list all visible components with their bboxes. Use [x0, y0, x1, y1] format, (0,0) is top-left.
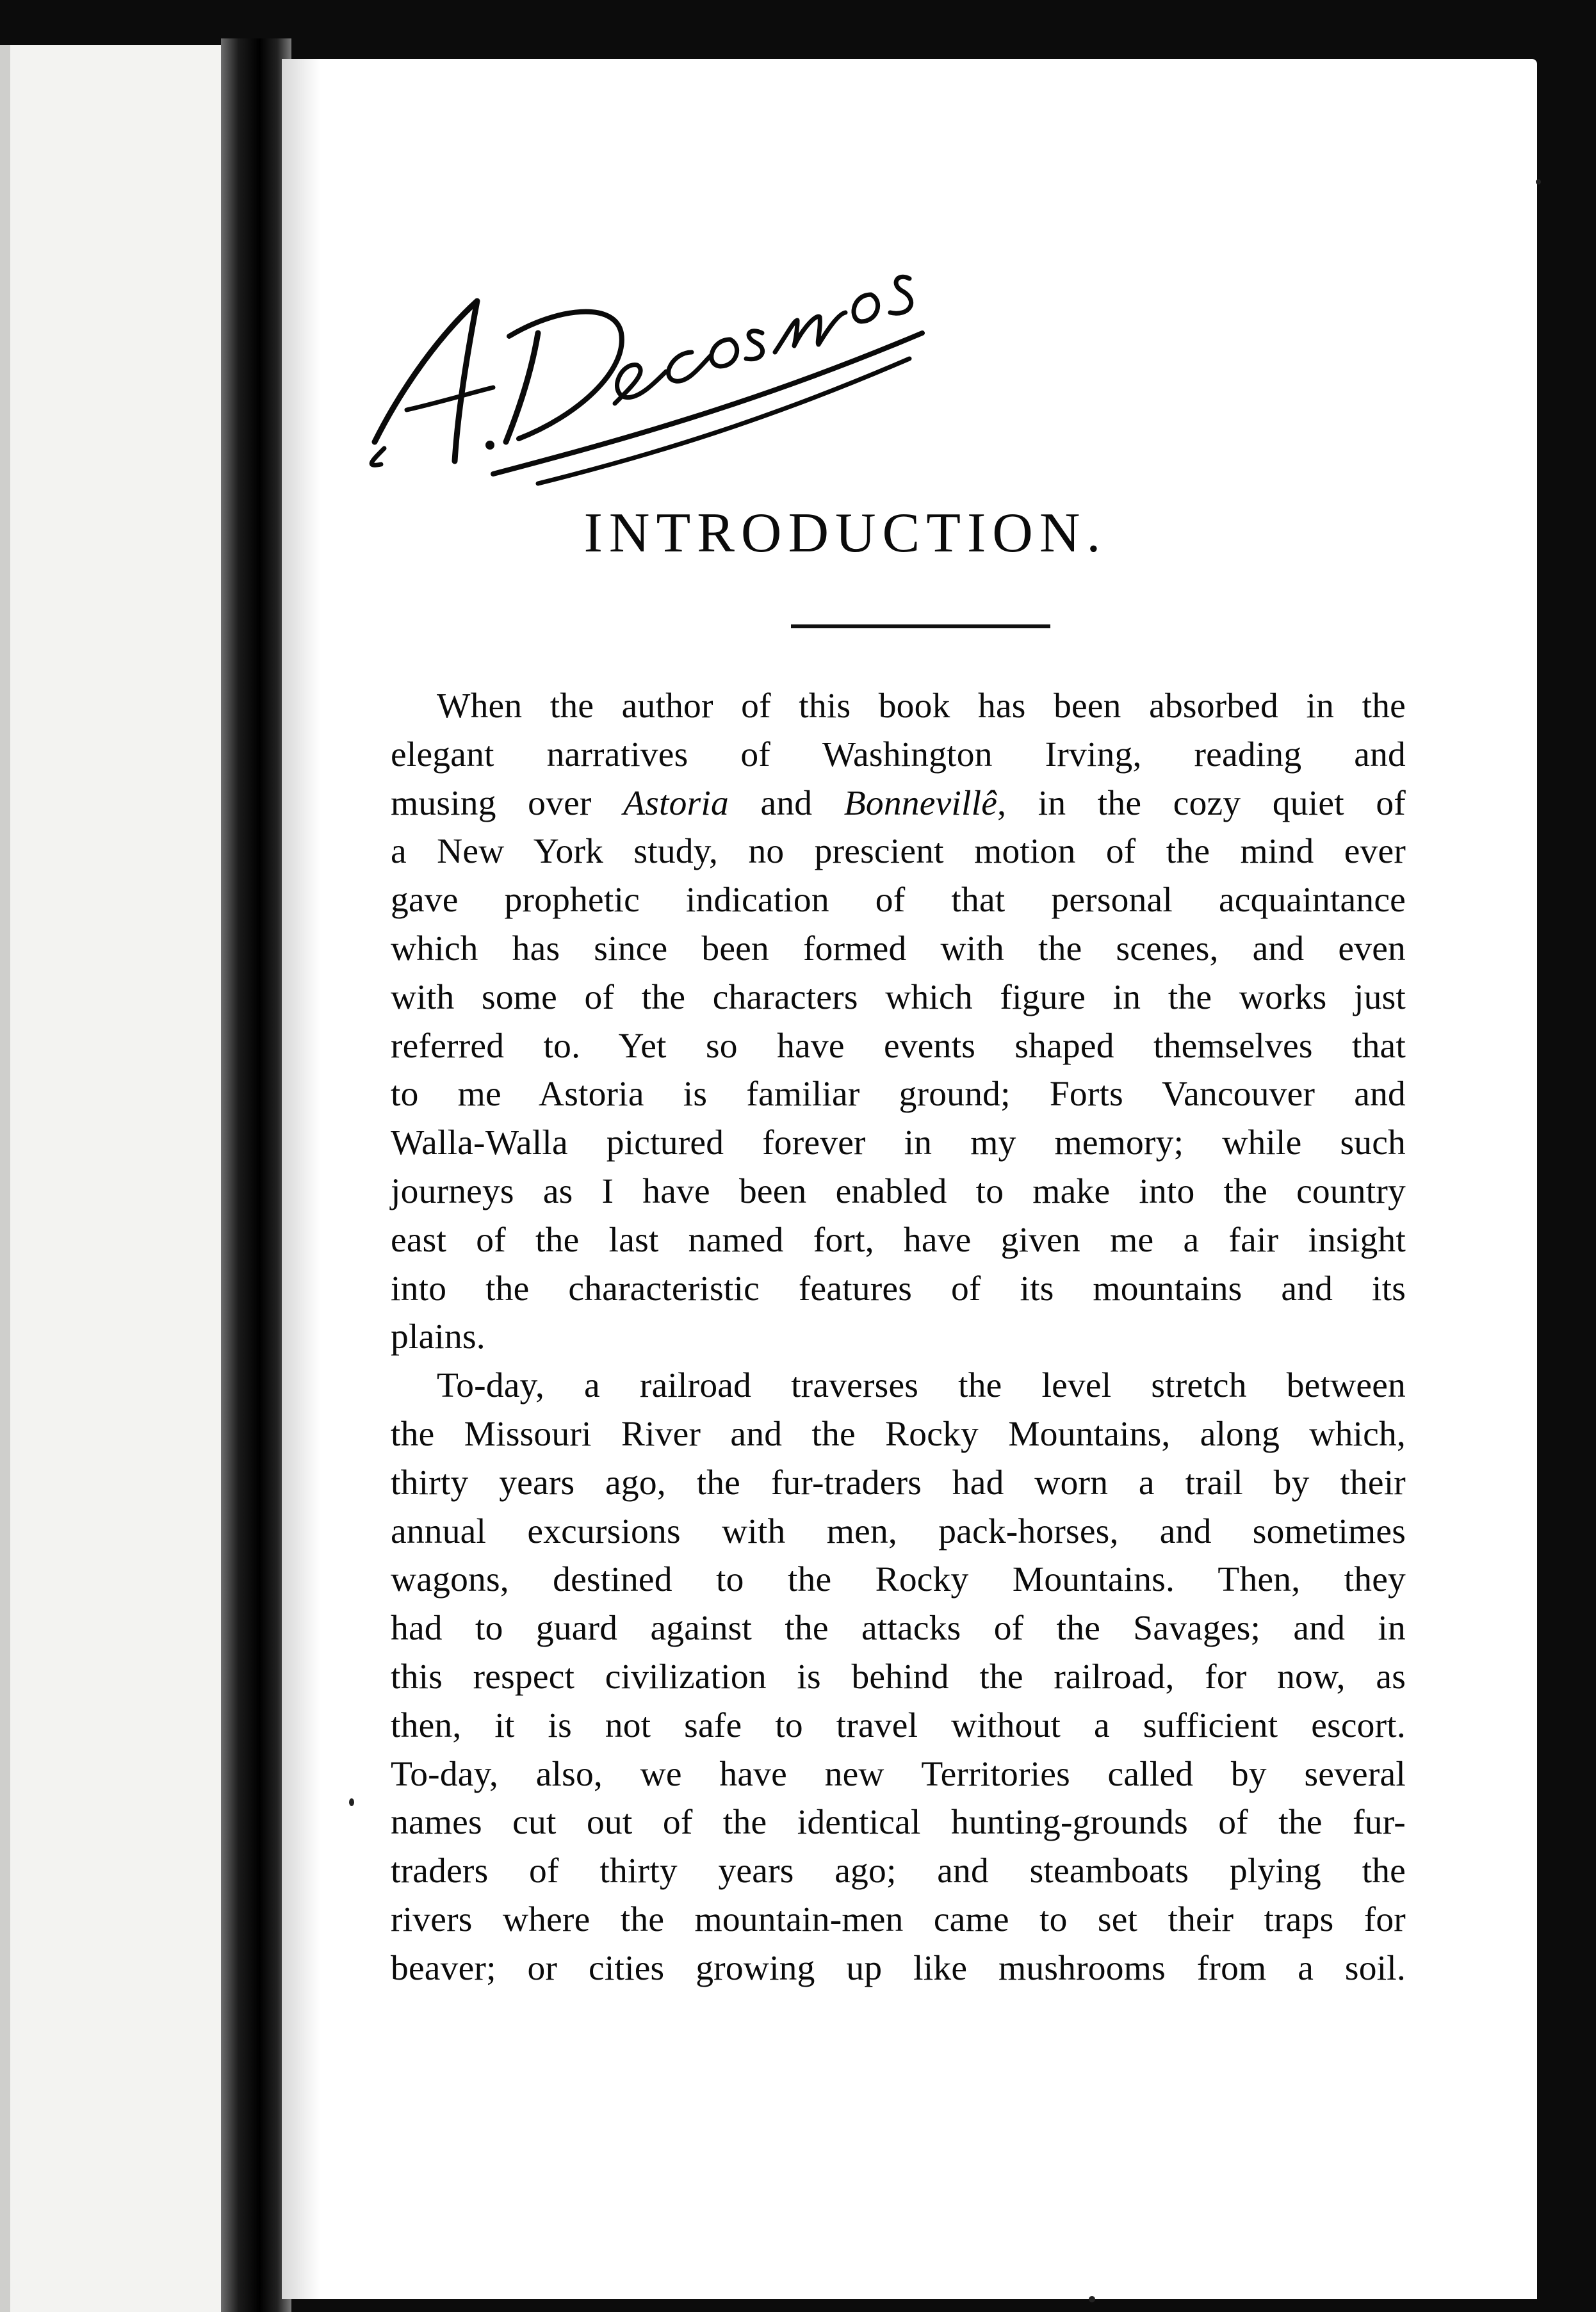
- text-line: annual excursions with men, pack-horses, and sometimes: [391, 1511, 1406, 1551]
- text-line: then, it is not safe to travel without a sufficient escort.: [391, 1706, 1406, 1745]
- text-line: thirty years ago, the fur-traders had worn a trail by their: [391, 1463, 1406, 1502]
- print-speck: [1536, 179, 1541, 184]
- text-line: musing over Astoria and Bonnevillê, in the cozy quiet of: [391, 783, 1406, 823]
- previous-page-edge: [0, 38, 221, 2312]
- text-line: to me Astoria is familiar ground; Forts Vancouver and: [391, 1075, 1406, 1114]
- text-line: rivers where the mountain-men came to set their traps for: [391, 1900, 1406, 1939]
- text-line: with some of the characters which figure in the works just: [391, 977, 1406, 1017]
- print-speck: [349, 1798, 354, 1806]
- text-line: had to guard against the attacks of the Savages; and in: [391, 1609, 1406, 1649]
- book-gutter: [221, 38, 291, 2312]
- italic-title: Astoria: [623, 783, 729, 823]
- page-curl-shadow: [282, 59, 320, 2299]
- heading-rule: [791, 624, 1050, 628]
- text-line: into the characteristic features of its mountains and its: [391, 1269, 1406, 1308]
- text-line: When the author of this book has been absorbed in the: [437, 687, 1406, 726]
- text-line: Walla-Walla pictured forever in my memory; while such: [391, 1123, 1406, 1163]
- text-line: referred to. Yet so have events shaped themselves that: [391, 1026, 1406, 1066]
- chapter-heading: INTRODUCTION.: [583, 502, 1107, 564]
- handwritten-signature: [346, 141, 986, 500]
- text-line: plains.: [391, 1317, 485, 1357]
- text-line: journeys as I have been enabled to make into the country: [391, 1172, 1406, 1211]
- text-line: the Missouri River and the Rocky Mountains, along which,: [391, 1415, 1406, 1454]
- text-line: a New York study, no prescient motion of the mind ever: [391, 832, 1406, 872]
- text-line: gave prophetic indication of that personal acquaintance: [391, 881, 1406, 920]
- italic-title: Bonnevillê: [843, 783, 998, 823]
- text-line: To-day, a railroad traverses the level stretch between: [437, 1366, 1406, 1406]
- text-line: traders of thirty years ago; and steamboats plying the: [391, 1852, 1406, 1891]
- text-line: wagons, destined to the Rocky Mountains. Then, they: [391, 1560, 1406, 1600]
- text-line: elegant narratives of Washington Irving, reading and: [391, 735, 1406, 774]
- text-line: names cut out of the identical hunting-grounds of the fur-: [391, 1803, 1406, 1843]
- print-speck: [1089, 2296, 1095, 2302]
- text-line: beaver; or cities growing up like mushrooms from a soil.: [391, 1948, 1406, 1988]
- text-line: this respect civilization is behind the railroad, for now, as: [391, 1657, 1406, 1697]
- scan-right-border: [1537, 0, 1596, 2312]
- text-line: east of the last named fort, have given me a fair insight: [391, 1220, 1406, 1260]
- text-line: which has since been formed with the scenes, and even: [391, 929, 1406, 968]
- previous-page-margin: [0, 38, 10, 2312]
- text-line: To-day, also, we have new Territories called by several: [391, 1754, 1406, 1794]
